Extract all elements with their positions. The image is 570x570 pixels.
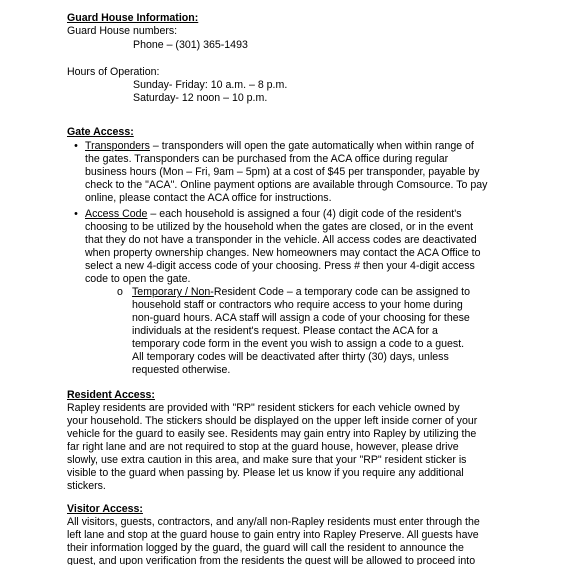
visitor-access-heading: Visitor Access: (67, 503, 143, 515)
transponders-line-3: check to the "ACA". Online payment options are available through Comsource. To pay (85, 179, 488, 191)
transponders-line-0: – transponders will open the gate automatically when within range of (149, 140, 474, 152)
visitor-access-line-1: left lane and stop at the guard house to gain entry into Rapley Preserve. All guests have (67, 529, 479, 541)
transponders-first-line (85, 140, 474, 152)
bullet-transponders: • (74, 140, 78, 152)
gate-access-heading: Gate Access: (67, 126, 134, 138)
sub-bullet-temporary-code: o (117, 286, 123, 298)
resident-access-line-5: visible to the guard when passing by. Please let us know if you require any additional (67, 467, 464, 479)
resident-access-line-4: slowly, use extra caution in this area, and make sure that your "RP" resident sticker is (67, 454, 467, 466)
bullet-access-code: • (74, 208, 78, 220)
access-code-line-5: code to open the gate. (85, 273, 191, 285)
guard-house-numbers-label: Guard House numbers: (67, 25, 178, 37)
resident-access-line-3: far right lane and are not required to stop at the guard house, however, please drive (67, 441, 459, 453)
temporary-code-line-5: All temporary codes will be deactivated after thirty (30) days, unless (132, 351, 449, 363)
guard-house-phone: Phone – (301) 365-1493 (133, 39, 248, 51)
temporary-code-first-line (132, 286, 470, 298)
temporary-code-title: Temporary / Non- (132, 286, 214, 298)
transponders-line-4: online, please contact the ACA office for instructions. (85, 192, 332, 204)
access-code-line-4: select a new 4-digit access code of your choosing. Press # then your 4-digit access (85, 260, 475, 272)
access-code-line-2: that they do not have a transponder in the vehicle. All access codes are deactivated (85, 234, 477, 246)
visitor-access-line-3: guest, and upon verification from the residents the guest will be allowed to proceed into (67, 555, 476, 565)
resident-access-line-0: Rapley residents are provided with "RP" resident stickers for each vehicle owned by (67, 402, 460, 414)
temporary-code-line-3: individuals at the resident's request. Please contact the ACA for a (132, 325, 438, 337)
temporary-code-line-0: Resident Code – a temporary code can be assigned to (213, 286, 471, 298)
temporary-code-line-4: temporary code form in the event you wish to assign a code to a guest. (132, 338, 465, 350)
resident-access-line-2: vehicle for the guard to easily see. Residents may gain entry into Rapley by utilizing the (67, 428, 477, 440)
hours-weekday: Sunday- Friday: 10 a.m. – 8 p.m. (133, 79, 288, 91)
access-code-line-1: choosing to be utilized by the household when the gates are closed, or in the event (85, 221, 474, 233)
hours-of-operation-label: Hours of Operation: (67, 66, 160, 78)
access-code-first-line (85, 208, 462, 220)
temporary-code-line-2: non-guard hours. ACA staff will assign a code of your choosing for these (132, 312, 470, 324)
resident-access-line-6: stickers. (67, 480, 106, 492)
hours-saturday: Saturday- 12 noon – 10 p.m. (133, 92, 268, 104)
access-code-line-0: – each household is assigned a four (4) digit code of the resident's (147, 208, 462, 220)
transponders-line-2: business hours (Mon – Fri, 9am – 5pm) at a cost of $45 per transponder, payable by (85, 166, 480, 178)
temporary-code-line-6: requested otherwise. (132, 364, 231, 376)
resident-access-heading: Resident Access: (67, 389, 155, 401)
transponders-title: Transponders (85, 140, 150, 152)
visitor-access-line-0: All visitors, guests, contractors, and any/all non-Rapley residents must enter through the (67, 516, 480, 528)
access-code-line-3: when property ownership changes. New homeowners may contact the ACA Office to (85, 247, 481, 259)
temporary-code-line-1: household staff or contractors who require access to your home during (132, 299, 463, 311)
resident-access-line-1: your household. The stickers should be displayed on the upper left inside corner of your (67, 415, 478, 427)
guard-house-heading: Guard House Information: (67, 12, 199, 24)
transponders-line-1: the gates. Transponders can be purchased from the ACA office during regular (85, 153, 449, 165)
visitor-access-line-2: their information logged by the guard, the guard will call the resident to announce the (67, 542, 464, 554)
access-code-title: Access Code (85, 208, 148, 220)
